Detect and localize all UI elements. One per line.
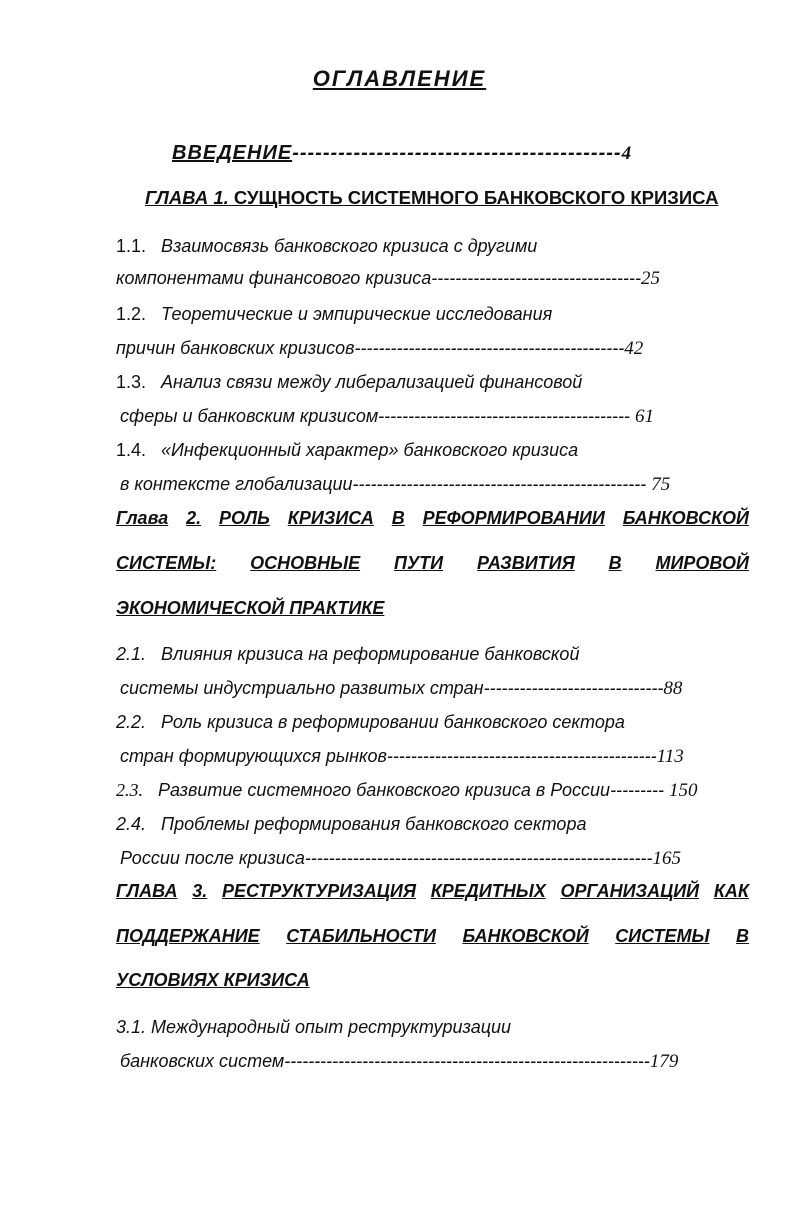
toc-entry-2-1-cont[interactable]: [120, 678, 682, 700]
toc-entry-1-2-cont[interactable]: [116, 338, 643, 360]
toc-entry-1-3-cont[interactable]: [120, 406, 654, 428]
chapter-1-heading[interactable]: [145, 187, 718, 209]
intro-label: ВВЕДЕНИЕ: [172, 142, 293, 164]
toc-entry-introduction[interactable]: [172, 142, 632, 165]
heading-word: 2.: [186, 508, 202, 528]
toc-entry-1-1[interactable]: [116, 236, 537, 257]
section-title-line2: системы индустриально развитых стран: [120, 678, 484, 698]
page-number: 179: [649, 1051, 679, 1072]
chapter-1-title: СУЩНОСТЬ СИСТЕМНОГО БАНКОВСКОГО КРИЗИСА: [228, 187, 719, 208]
page-number: 61: [634, 406, 654, 427]
heading-word: ПОДДЕРЖАНИЕ: [116, 926, 260, 946]
heading-word: СТАБИЛЬНОСТИ: [286, 926, 436, 946]
section-title-line1: Взаимосвязь банковского кризиса с другими: [161, 236, 538, 256]
toc-entry-3-1-cont[interactable]: [120, 1051, 678, 1073]
heading-word: В: [391, 508, 405, 528]
page-number: 25: [641, 268, 661, 289]
heading-word: В: [608, 553, 622, 573]
page-number: 165: [652, 848, 681, 869]
section-number: 2.1.: [116, 644, 147, 664]
section-title-line1: Теоретические и эмпирические исследования: [161, 304, 553, 324]
toc-entry-2-2[interactable]: [116, 712, 625, 733]
leader: -----------------------------------: [431, 268, 642, 288]
intro-page: 4: [621, 143, 633, 164]
section-title-line1: «Инфекционный характер» банковского кризиса: [161, 440, 579, 460]
heading-word: МИРОВОЙ: [655, 553, 749, 573]
page-number: 75: [651, 474, 671, 495]
chapter-2-heading-line3[interactable]: ЭКОНОМИЧЕСКОЙ ПРАКТИКЕ: [116, 598, 385, 618]
heading-word: ПУТИ: [394, 553, 444, 573]
section-title-line1: Международный опыт реструктуризации: [151, 1017, 512, 1037]
toc-entry-1-3[interactable]: [116, 372, 582, 393]
toc-entry-2-4[interactable]: [116, 814, 586, 835]
toc-entry-1-2[interactable]: [116, 304, 552, 325]
toc-entry-3-1[interactable]: [116, 1017, 511, 1038]
chapter-3-heading-line2[interactable]: [116, 926, 749, 947]
page-number: 88: [663, 678, 683, 699]
chapter-1-prefix: ГЛАВА 1.: [145, 187, 229, 208]
section-title-line1: Развитие системного банковского кризиса в России: [158, 780, 611, 800]
section-title-line2: банковских систем: [120, 1051, 285, 1071]
toc-entry-2-3[interactable]: [116, 780, 698, 802]
leader: ---------------------------------------------: [354, 338, 625, 358]
leader: ------------------------------: [483, 678, 664, 698]
chapter-3-heading-line1[interactable]: [116, 881, 749, 902]
heading-word: СИСТЕМЫ: [615, 926, 710, 946]
section-title-line1: Проблемы реформирования банковского сектора: [161, 814, 587, 834]
section-title-line2: стран формирующихся рынков: [120, 746, 387, 766]
toc-entry-2-1[interactable]: [116, 644, 579, 665]
toc-entry-1-4[interactable]: [116, 440, 578, 461]
heading-word: СИСТЕМЫ:: [116, 553, 217, 573]
heading-word: КРЕДИТНЫХ: [430, 881, 546, 901]
chapter-2-heading-line2[interactable]: [116, 553, 749, 574]
toc-entry-2-4-cont[interactable]: [120, 848, 681, 870]
chapter-2-heading-line1[interactable]: [116, 508, 749, 529]
section-number: 1.3.: [116, 372, 147, 392]
section-number: 2.2.: [116, 712, 147, 732]
heading-word: ОРГАНИЗАЦИЙ: [560, 881, 700, 901]
leader: ------------------------------------------: [378, 406, 630, 426]
heading-word: КАК: [713, 881, 749, 901]
heading-word: БАНКОВСКОЙ: [622, 508, 749, 528]
section-title-line1: Анализ связи между либерализацией финансовой: [161, 372, 583, 392]
section-number: 1.1.: [116, 236, 147, 256]
heading-word: БАНКОВСКОЙ: [462, 926, 589, 946]
heading-word: РОЛЬ: [218, 508, 270, 528]
leader: -------------------------------------------------: [352, 474, 647, 494]
toc-entry-1-4-cont[interactable]: [120, 474, 670, 496]
section-title-line1: Роль кризиса в реформировании банковского сектора: [161, 712, 625, 732]
page-number: 42: [624, 338, 644, 359]
section-number: 1.4.: [116, 440, 147, 460]
heading-word: РЕСТРУКТУРИЗАЦИЯ: [221, 881, 416, 901]
heading-word: РЕФОРМИРОВАНИИ: [422, 508, 605, 528]
toc-entry-1-1-cont[interactable]: [116, 268, 660, 290]
intro-leader: -------------------------------------------: [292, 142, 622, 164]
page-number: 113: [656, 746, 684, 767]
heading-word: РАЗВИТИЯ: [476, 553, 575, 573]
leader: -------------------------------------------------------------: [284, 1051, 650, 1071]
heading-word: КРИЗИСА: [287, 508, 374, 528]
heading-word: ОСНОВНЫЕ: [250, 553, 361, 573]
toc-entry-2-2-cont[interactable]: [120, 746, 684, 768]
section-number: 3.1.: [116, 1017, 147, 1037]
section-number: 2.3.: [116, 780, 143, 800]
leader: ---------------------------------------------: [386, 746, 657, 766]
heading-word: 3.: [192, 881, 208, 901]
section-title-line1: Влияния кризиса на реформирование банковской: [161, 644, 580, 664]
heading-word: Глава: [116, 508, 169, 528]
section-title-line2: России после кризиса: [120, 848, 305, 868]
heading-word: В: [735, 926, 749, 946]
leader: ----------------------------------------------------------: [304, 848, 653, 868]
page-number: 150: [669, 780, 698, 801]
heading-word: ГЛАВА: [116, 881, 178, 901]
section-number: 1.2.: [116, 304, 147, 324]
section-number: 2.4.: [116, 814, 147, 834]
section-title-line2: в контексте глобализации: [120, 474, 353, 494]
section-title-line2: сферы и банковским кризисом: [120, 406, 379, 426]
chapter-3-heading-line3[interactable]: УСЛОВИЯХ КРИЗИСА: [116, 970, 310, 990]
section-title-line2: компонентами финансового кризиса: [116, 268, 432, 288]
section-title-line2: причин банковских кризисов: [116, 338, 355, 358]
leader: ---------: [610, 780, 665, 800]
page-title: ОГЛАВЛЕНИЕ: [312, 66, 487, 91]
